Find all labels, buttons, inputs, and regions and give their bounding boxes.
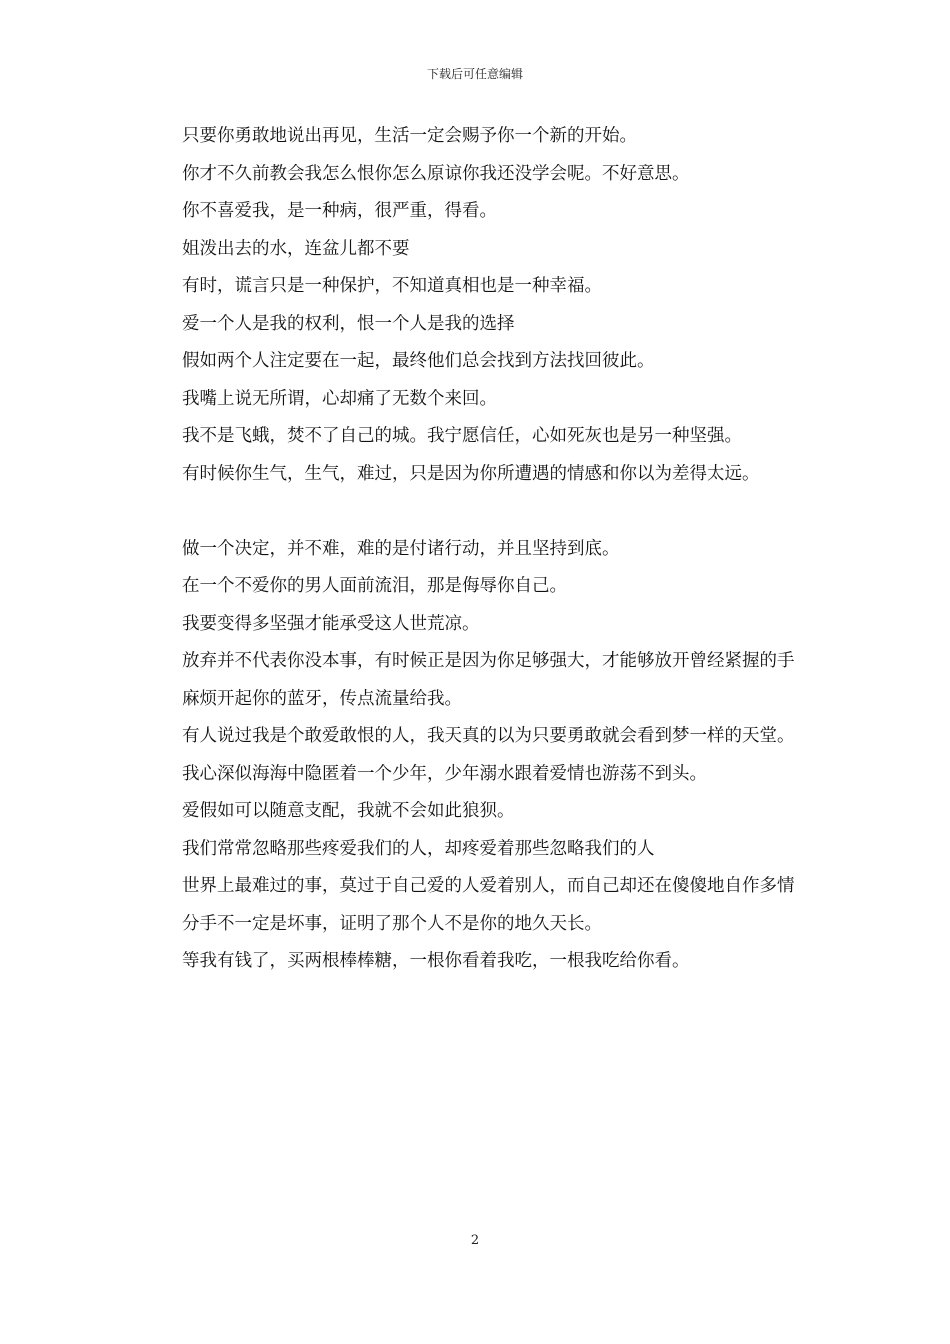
paragraph: 假如两个人注定要在一起，最终他们总会找到方法找回彼此。: [182, 351, 655, 371]
paragraph: 姐泼出去的水，连盆儿都不要: [182, 238, 410, 259]
paragraph: 有时，谎言只是一种保护，不知道真相也是一种幸福。: [182, 276, 602, 296]
paragraph: 你才不久前教会我怎么恨你怎么原谅你我还没学会呢。不好意思。: [182, 163, 690, 184]
paragraph: 世界上最难过的事，莫过于自己爱的人爱着别人，而自己却还在傻傻地自作多情: [182, 876, 795, 896]
paragraph: 有人说过我是个敢爱敢恨的人，我天真的以为只要勇敢就会看到梦一样的天堂。: [182, 726, 795, 746]
paragraph: 等我有钱了，买两根棒棒糖，一根你看着我吃，一根我吃给你看。: [182, 951, 690, 971]
paragraph: 你不喜爱我，是一种病，很严重，得看。: [182, 201, 497, 221]
paragraph: 做一个决定，并不难，难的是付诸行动，并且坚持到底。: [182, 538, 620, 559]
paragraph: 我嘴上说无所谓，心却痛了无数个来回。: [182, 388, 497, 409]
paragraph-gap: [145, 493, 825, 531]
paragraph: 我心深似海海中隐匿着一个少年，少年溺水跟着爱情也游荡不到头。: [182, 763, 707, 784]
paragraph: 在一个不爱你的男人面前流泪，那是侮辱你自己。: [182, 576, 567, 596]
page-number: 2: [470, 1233, 480, 1248]
paragraph: 分手不一定是坏事，证明了那个人不是你的地久天长。: [182, 913, 602, 934]
paragraph: 爱一个人是我的权利，恨一个人是我的选择: [182, 313, 515, 334]
paragraph: 我们常常忽略那些疼爱我们的人，却疼爱着那些忽略我们的人: [182, 838, 655, 859]
paragraph: 放弃并不代表你没本事，有时候正是因为你足够强大，才能够放开曾经紧握的手: [182, 651, 795, 671]
paragraph: 爱假如可以随意支配，我就不会如此狼狈。: [182, 801, 515, 821]
paragraph: 我要变得多坚强才能承受这人世荒凉。: [182, 613, 480, 634]
page-header: 下载后可任意编辑: [426, 67, 523, 81]
paragraph: 只要你勇敢地说出再见，生活一定会赐予你一个新的开始。: [182, 126, 637, 146]
paragraph: 有时候你生气，生气，难过，只是因为你所遭遇的情感和你以为差得太远。: [182, 463, 760, 484]
paragraph: 我不是飞蛾，焚不了自己的城。我宁愿信任，心如死灰也是另一种坚强。: [182, 426, 742, 446]
paragraph: 麻烦开起你的蓝牙，传点流量给我。: [182, 688, 462, 709]
document-body: [145, 118, 825, 981]
